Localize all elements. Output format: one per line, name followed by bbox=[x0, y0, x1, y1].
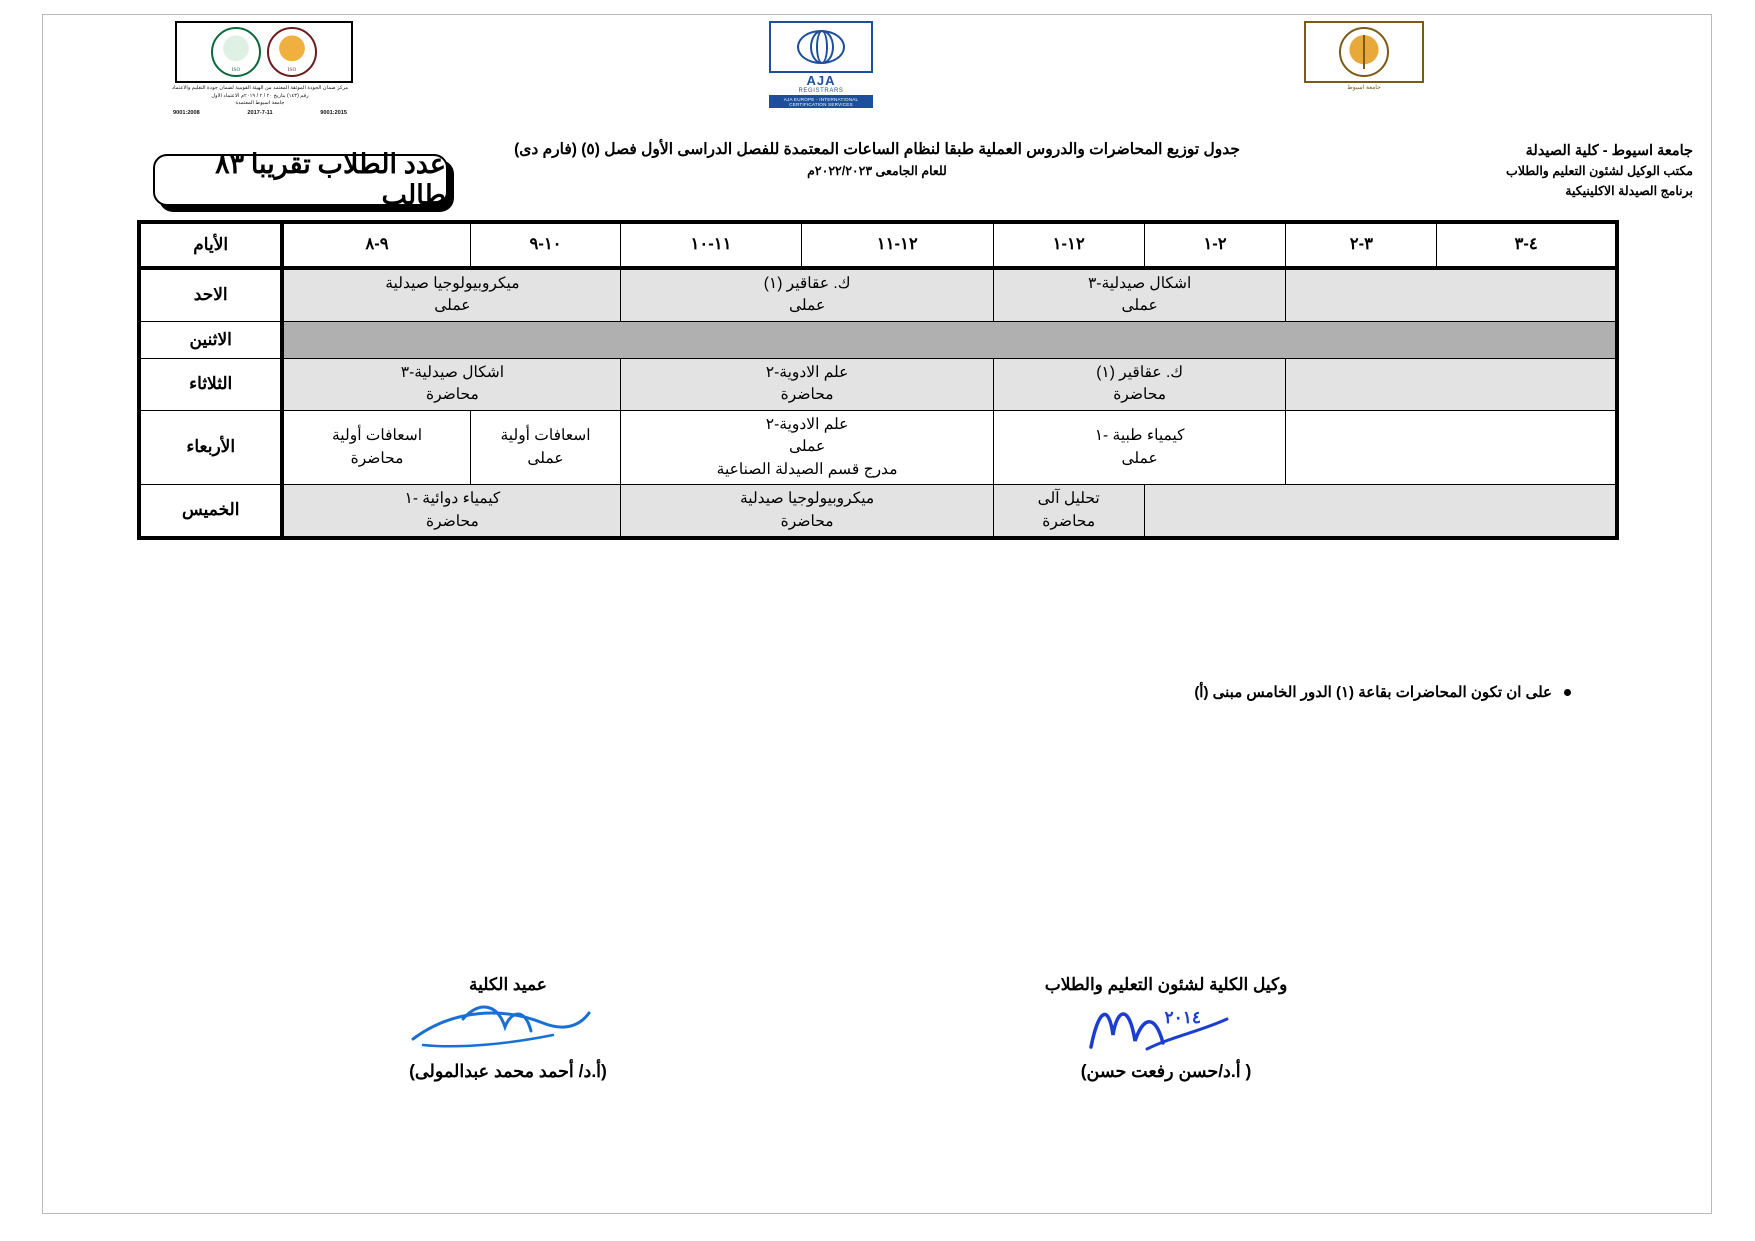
course-title: ك. عقاقير (١) bbox=[763, 275, 851, 292]
course-title: كيمياء دوائية -١ bbox=[404, 490, 501, 508]
course-type: عملى bbox=[434, 297, 471, 315]
student-count-badge: عدد الطلاب تقريبا ٨٣ طالب bbox=[153, 154, 448, 206]
document-page bbox=[42, 14, 1712, 1214]
course-cell bbox=[993, 485, 1144, 538]
code-left: 9001:2015 bbox=[320, 109, 347, 116]
day-label-cell: الاحد bbox=[139, 268, 282, 321]
signature-dean bbox=[343, 975, 673, 1082]
course-title: ميكروبيولوجيا صيدلية bbox=[385, 275, 520, 292]
course-title: علم الادوية-٢ bbox=[765, 415, 849, 433]
course-type: عملى bbox=[788, 438, 826, 456]
pharmacy-seal-icon bbox=[211, 27, 261, 77]
course-cell bbox=[621, 485, 993, 538]
course-type: محاضرة bbox=[1042, 512, 1096, 530]
iso-label-left: ISO bbox=[287, 68, 297, 73]
footnote-text: على ان تكون المحاضرات بقاعة (١) الدور الخامس مبنى (أ) bbox=[1194, 684, 1552, 701]
course-type: محاضرة bbox=[425, 386, 479, 404]
course-cell bbox=[993, 358, 1286, 410]
col-header-c2_3: ٣-٢ bbox=[1286, 222, 1437, 268]
col-header-c10_11: ١١-١٠ bbox=[621, 222, 801, 268]
asyut-university-logo bbox=[1298, 21, 1428, 91]
course-title: ك. عقاقير (١) bbox=[1096, 363, 1184, 381]
certification-codes bbox=[167, 108, 353, 117]
course-type: عملى bbox=[527, 449, 564, 467]
vice-dean-signature-mark bbox=[951, 995, 1381, 1057]
blocked-day-cell bbox=[282, 321, 1617, 358]
course-cell bbox=[993, 268, 1286, 321]
university-emblem-icon bbox=[1304, 21, 1424, 83]
course-location: مدرج قسم الصيدلة الصناعية bbox=[716, 460, 898, 478]
course-type: محاضرة bbox=[1113, 386, 1167, 404]
course-type: محاضرة bbox=[425, 512, 479, 530]
faculty-name: جامعة اسيوط - كلية الصيدلة bbox=[1525, 143, 1693, 159]
vice-dean-name: ( أ.د/حسن رفعت حسن) bbox=[1080, 1061, 1252, 1081]
course-title: اسعافات أولية bbox=[500, 427, 591, 445]
footnote bbox=[1194, 683, 1571, 701]
course-title: تحليل آلى bbox=[1037, 490, 1100, 508]
vice-dean-office: مكتب الوكيل لشئون التعليم والطلاب bbox=[1506, 164, 1693, 179]
page-title: جدول توزيع المحاضرات والدروس العملية طبقا لنظام الساعات المعتمدة للفصل الدراسى الأول فصل (٥) (فارم دى) bbox=[514, 141, 1240, 158]
empty-slot-cell bbox=[1286, 268, 1617, 321]
course-cell bbox=[621, 410, 993, 484]
logo-row bbox=[43, 15, 1711, 127]
col-header-c9_10: ١٠-٩ bbox=[470, 222, 621, 268]
course-type: عملى bbox=[1121, 297, 1158, 315]
table-row bbox=[139, 485, 1617, 538]
course-cell bbox=[282, 358, 620, 410]
col-header-c11_12: ١٢-١١ bbox=[801, 222, 993, 268]
dean-signature-mark bbox=[343, 995, 673, 1057]
course-cell bbox=[282, 410, 470, 484]
col-header-c12_1: ١٢-١ bbox=[993, 222, 1144, 268]
schedule-table bbox=[137, 220, 1619, 540]
course-cell bbox=[621, 358, 993, 410]
schedule-table-wrapper bbox=[137, 220, 1619, 540]
aja-logo-inner bbox=[769, 21, 873, 108]
col-header-c1_2: ٢-١ bbox=[1144, 222, 1286, 268]
day-label-cell: الأربعاء bbox=[139, 410, 282, 484]
col-header-c3_4: ٤-٣ bbox=[1437, 222, 1617, 268]
course-title: كيمياء طبية -١ bbox=[1094, 427, 1185, 445]
program-name: برنامج الصيدلة الاكلينيكية bbox=[1565, 183, 1693, 198]
aja-subtitle: REGISTRARS bbox=[798, 88, 844, 95]
course-type: محاضرة bbox=[780, 386, 834, 404]
empty-slot-cell bbox=[1144, 485, 1617, 538]
caption-line-1: مركز ضمان الجودة الموثقة المعتمد من الهيئة القومية لضمان جودة التعليم والاعتماد bbox=[171, 85, 349, 91]
course-title: اشكال صيدلية-٣ bbox=[1087, 275, 1192, 292]
course-type: محاضرة bbox=[780, 512, 834, 530]
course-type: محاضرة bbox=[350, 449, 404, 467]
aja-globe-icon bbox=[769, 21, 873, 73]
course-title: اسعافات أولية bbox=[332, 427, 423, 445]
quality-seal-icon bbox=[267, 27, 317, 77]
aja-registrars-logo bbox=[763, 21, 873, 108]
course-cell bbox=[621, 268, 993, 321]
table-row bbox=[139, 321, 1617, 358]
col-header-day: الأيام bbox=[139, 222, 282, 268]
col-header-c8_9: ٩-٨ bbox=[282, 222, 470, 268]
course-cell bbox=[282, 268, 620, 321]
course-title: علم الادوية-٢ bbox=[765, 363, 849, 381]
code-right: 9001:2008 bbox=[173, 109, 200, 116]
course-cell bbox=[993, 410, 1286, 484]
day-label-cell: الثلاثاء bbox=[139, 358, 282, 410]
university-logo-caption: جامعة اسيوط bbox=[1347, 85, 1381, 91]
quality-logo-caption bbox=[167, 85, 353, 117]
asyut-university-quality-logo bbox=[153, 21, 353, 117]
dean-name: (أ.د/ أحمد محمد عبدالمولى) bbox=[409, 1061, 607, 1081]
code-mid: 2017-7-11 bbox=[247, 109, 273, 116]
uni-logo-inner bbox=[1300, 21, 1428, 91]
aja-title: AJA bbox=[806, 73, 836, 88]
table-body bbox=[139, 268, 1617, 538]
table-row bbox=[139, 268, 1617, 321]
day-label-cell: الخميس bbox=[139, 485, 282, 538]
caption-line-2: رقم (١٤٣) بتاريخ ٢٠ / ٢ / ٢٠١٩م الاعتماد الاول bbox=[211, 92, 309, 99]
day-label-cell: الاثنين bbox=[139, 321, 282, 358]
handwritten-signature-icon bbox=[393, 997, 623, 1057]
academic-year: للعام الجامعى ٢٠٢٢/٢٠٢٣م bbox=[807, 164, 947, 179]
handwritten-signature-icon bbox=[1051, 997, 1281, 1057]
course-title: ميكروبيولوجيا صيدلية bbox=[739, 490, 875, 508]
iso-label-right: ISO bbox=[231, 68, 241, 73]
course-type: عملى bbox=[1121, 449, 1158, 467]
bullet-icon bbox=[1564, 689, 1571, 696]
signature-vice-dean bbox=[951, 975, 1381, 1082]
table-row bbox=[139, 358, 1617, 410]
quality-logo-mark bbox=[175, 21, 353, 83]
course-type: عملى bbox=[788, 297, 826, 315]
caption-line-3: جامعة اسيوط المعتمدة bbox=[235, 100, 285, 107]
course-title: اشكال صيدلية-٣ bbox=[400, 363, 505, 381]
vice-dean-role: وكيل الكلية لشئون التعليم والطلاب bbox=[1044, 975, 1288, 994]
course-cell bbox=[470, 410, 621, 484]
aja-strip: AJA EUROPE - INTERNATIONAL CERTIFICATION SERVICES bbox=[769, 95, 873, 108]
course-cell bbox=[282, 485, 620, 538]
empty-slot-cell bbox=[1286, 358, 1617, 410]
table-header-row bbox=[139, 222, 1617, 268]
empty-slot-cell bbox=[1286, 410, 1617, 484]
table-row bbox=[139, 410, 1617, 484]
svg-text:٢٠١٤: ٢٠١٤ bbox=[1164, 1008, 1201, 1027]
dean-role: عميد الكلية bbox=[469, 975, 547, 994]
